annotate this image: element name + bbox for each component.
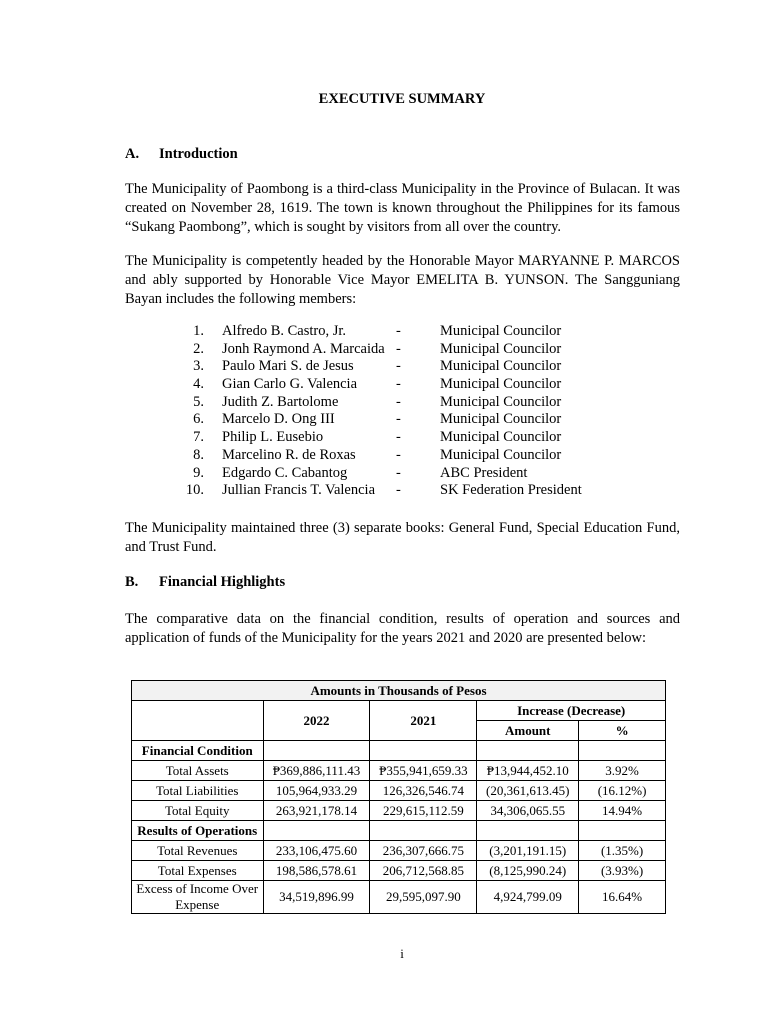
- cell-2022: ₱369,886,111.43: [263, 761, 370, 781]
- member-name: Judith Z. Bartolome: [222, 393, 339, 410]
- table-row: [132, 861, 666, 881]
- member-number: 6.: [193, 411, 204, 428]
- member-name: Marcelino R. de Roxas: [222, 446, 356, 463]
- table-group-row: [132, 741, 666, 761]
- member-position: Municipal Councilor: [440, 429, 562, 446]
- member-position: SK Federation President: [440, 482, 582, 499]
- section-a-title: Introduction: [159, 146, 238, 162]
- cell-2022: 34,519,896.99: [263, 881, 370, 914]
- section-a-number: A.: [125, 146, 140, 162]
- member-name: Alfredo B. Castro, Jr.: [222, 323, 347, 339]
- cell-percent: (3.93%): [579, 861, 666, 881]
- cell-2022: 233,106,475.60: [263, 841, 370, 861]
- table-row: [132, 841, 666, 861]
- member-dash: -: [396, 446, 401, 463]
- cell-percent: 16.64%: [579, 881, 666, 914]
- member-position: Municipal Councilor: [440, 446, 562, 463]
- member-name: Marcelo D. Ong III: [222, 411, 335, 428]
- cell-amount: (3,201,191.15): [477, 841, 579, 861]
- column-header-amount: Amount: [477, 721, 579, 741]
- books-paragraph: The Municipality maintained three (3) separate books: General Fund, Special Education Fund, and Trust Fund.: [125, 520, 680, 555]
- cell-percent: 3.92%: [579, 761, 666, 781]
- cell-amount: 4,924,799.09: [477, 881, 579, 914]
- column-header-2021: 2021: [370, 701, 477, 741]
- page-title: EXECUTIVE SUMMARY: [318, 91, 486, 107]
- cell-2022: 198,586,578.61: [263, 861, 370, 881]
- cell-2021: 206,712,568.85: [370, 861, 477, 881]
- cell-amount: ₱13,944,452.10: [477, 761, 579, 781]
- page-number: i: [400, 946, 404, 961]
- row-label: Total Revenues: [132, 841, 264, 861]
- member-position: Municipal Councilor: [440, 376, 562, 393]
- table-caption: Amounts in Thousands of Pesos: [132, 681, 666, 701]
- table-row: [132, 801, 666, 821]
- member-dash: -: [396, 411, 401, 428]
- column-header-percent: %: [579, 721, 666, 741]
- member-dash: -: [396, 340, 401, 357]
- cell-percent: 14.94%: [579, 801, 666, 821]
- cell-amount: (20,361,613.45): [477, 781, 579, 801]
- member-dash: -: [396, 464, 401, 481]
- member-name: Edgardo C. Cabantog: [222, 464, 348, 481]
- leadership-paragraph: The Municipality is competently headed by the Honorable Mayor MARYANNE P. MARCOS and ably supported by Honorable Vice Mayor EMELITA B. YUNSON. The Sangguniang Bayan includes the following members:: [125, 253, 680, 307]
- group-label-financial-condition: Financial Condition: [132, 741, 264, 761]
- section-b-title: Financial Highlights: [159, 574, 286, 590]
- member-dash: -: [396, 482, 401, 499]
- intro-paragraph: The Municipality of Paombong is a third-class Municipality in the Province of Bulacan. It was created on November 28, 1619. The town is known throughout the Philippines for its famous “Sukang Paombong”, which is sought by visitors from all over the country.: [125, 181, 680, 235]
- member-dash: -: [396, 358, 401, 375]
- cell-2021: 236,307,666.75: [370, 841, 477, 861]
- table-row: [132, 781, 666, 801]
- cell-2021: 126,326,546.74: [370, 781, 477, 801]
- member-name: Jonh Raymond A. Marcaida: [222, 340, 385, 357]
- member-position: Municipal Councilor: [440, 411, 562, 428]
- cell-percent: (1.35%): [579, 841, 666, 861]
- cell-percent: (16.12%): [579, 781, 666, 801]
- member-number: 1.: [193, 323, 204, 339]
- member-number: 4.: [193, 376, 204, 393]
- member-number: 3.: [193, 358, 204, 375]
- table-row: [132, 881, 666, 914]
- member-position: Municipal Councilor: [440, 393, 562, 410]
- section-b-number: B.: [125, 574, 139, 590]
- member-name: Gian Carlo G. Valencia: [222, 376, 358, 393]
- member-number: 10.: [185, 482, 204, 499]
- member-position: Municipal Councilor: [440, 323, 562, 339]
- table-header-blank: [132, 701, 264, 741]
- row-label: Total Expenses: [132, 861, 264, 881]
- member-dash: -: [396, 429, 401, 446]
- member-number: 9.: [193, 464, 204, 481]
- section-a-heading: [125, 146, 238, 163]
- cell-amount: (8,125,990.24): [477, 861, 579, 881]
- member-name: Jullian Francis T. Valencia: [222, 482, 376, 499]
- row-label: Total Equity: [132, 801, 264, 821]
- cell-2022: 263,921,178.14: [263, 801, 370, 821]
- cell-2021: ₱355,941,659.33: [370, 761, 477, 781]
- member-position: ABC President: [440, 464, 528, 481]
- member-number: 2.: [193, 340, 204, 357]
- row-label: Excess of Income Over Expense: [132, 881, 264, 914]
- table-group-row: [132, 821, 666, 841]
- member-name: Paulo Mari S. de Jesus: [222, 358, 354, 375]
- group-label-results-of-operations: Results of Operations: [132, 821, 264, 841]
- member-name: Philip L. Eusebio: [222, 429, 324, 446]
- financial-highlights-table: [131, 680, 666, 914]
- table-row: [132, 761, 666, 781]
- cell-2021: 229,615,112.59: [370, 801, 477, 821]
- cell-amount: 34,306,065.55: [477, 801, 579, 821]
- cell-2021: 29,595,097.90: [370, 881, 477, 914]
- row-label: Total Liabilities: [132, 781, 264, 801]
- cell-2022: 105,964,933.29: [263, 781, 370, 801]
- member-dash: -: [396, 323, 401, 339]
- member-number: 5.: [193, 393, 204, 410]
- section-b-heading: [125, 574, 285, 591]
- member-position: Municipal Councilor: [440, 358, 562, 375]
- member-number: 7.: [193, 429, 204, 446]
- column-header-increase-decrease: Increase (Decrease): [477, 701, 666, 721]
- row-label: Total Assets: [132, 761, 264, 781]
- member-dash: -: [396, 393, 401, 410]
- member-dash: -: [396, 376, 401, 393]
- financial-intro-paragraph: The comparative data on the financial condition, results of operation and sources and application of funds of the Municipality for the years 2021 and 2020 are presented below:: [125, 611, 680, 646]
- member-position: Municipal Councilor: [440, 340, 562, 357]
- column-header-2022: 2022: [263, 701, 370, 741]
- member-number: 8.: [193, 446, 204, 463]
